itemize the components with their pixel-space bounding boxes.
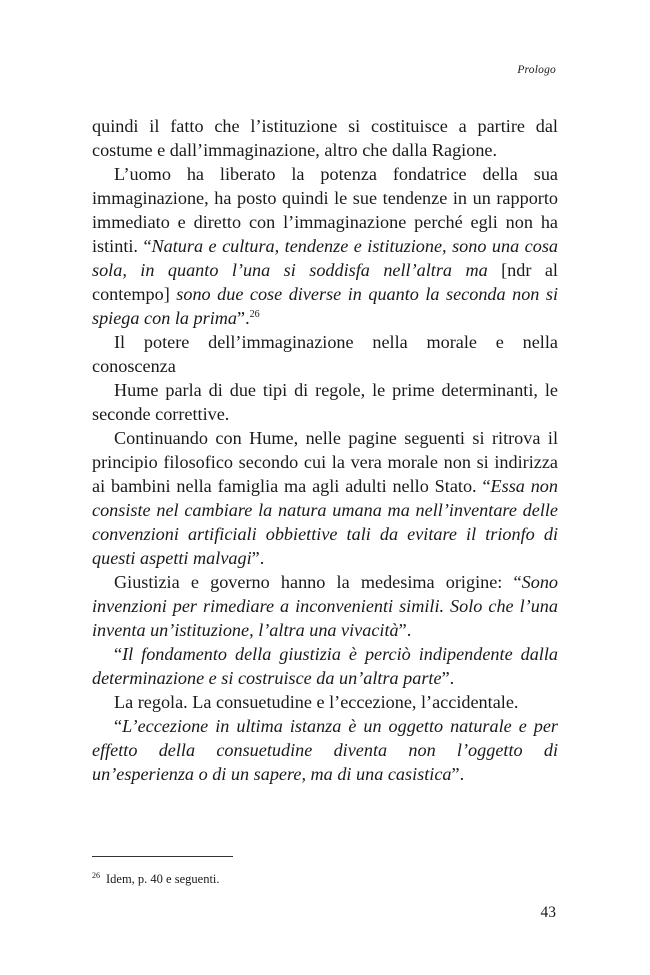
body-text [92, 114, 558, 786]
paragraph [92, 426, 558, 570]
text-run: “ [114, 644, 123, 664]
text-run: ”. [441, 668, 455, 688]
footnote-reference: 26 [249, 309, 260, 320]
text-run: ”. [251, 548, 265, 568]
page-number: 43 [540, 904, 556, 921]
paragraph [92, 378, 558, 426]
text-run: L’uomo ha liberato la potenza fondatrice della sua immaginazione, ha posto quindi le sue tendenze in un rapporto immediato e diretto con l’immaginazione perché egli non ha istinti. “ [92, 164, 558, 256]
italic-quote: Essa non consiste nel cambiare la natura umana ma nell’inventare delle convenzioni artificiali obbiettive tali da evitare il trionfo di questi aspetti malvagi [92, 476, 558, 568]
paragraph [92, 642, 558, 690]
italic-quote: Sono invenzioni per rimediare a inconvenienti simili. Solo che l’una inventa un’istituzione, l’altra una vivacità [92, 572, 558, 640]
footnote-text: Idem, p. 40 e seguenti. [106, 872, 220, 886]
italic-quote: Natura e cultura, tendenze e istituzione, sono una cosa sola, in quanto l’una si soddisfa nell’altra ma [92, 236, 558, 280]
text-run: ”. [451, 764, 465, 784]
footnote [92, 871, 220, 887]
paragraph [92, 570, 558, 642]
running-head: Prologo [517, 64, 556, 76]
text-run: ”. [237, 308, 250, 328]
text-run: “ [114, 716, 123, 736]
paragraph [92, 690, 558, 714]
italic-quote: L’eccezione in ultima istanza è un oggetto naturale e per effetto della consuetudine diventa non l’oggetto di un’esperienza o di un sapere, ma di una casistica [92, 716, 558, 784]
footnote-separator [92, 856, 233, 857]
text-run: La regola. La consuetudine e l’eccezione, l’accidentale. [114, 692, 519, 712]
text-run: Continuando con Hume, nelle pagine seguenti si ritrova il principio filosofico secondo cui la vera morale non si indirizza ai bambini nella famiglia ma agli adulti nello Stato. “ [92, 428, 558, 496]
text-run: Hume parla di due tipi di regole, le prime determinanti, le seconde correttive. [92, 380, 558, 424]
paragraph [92, 114, 558, 162]
paragraph [92, 162, 558, 330]
footnote-marker: 26 [92, 871, 100, 880]
italic-quote: Il fondamento della giustizia è perciò indipendente dalla determinazione e si costruisce da un’altra parte [92, 644, 558, 688]
text-run: [ndr al contempo] [92, 260, 558, 304]
italic-quote: sono due cose diverse in quanto la seconda non si spiega con la prima [92, 284, 559, 328]
text-run: ”. [398, 620, 412, 640]
text-run: Giustizia e governo hanno la medesima origine: “ [114, 572, 522, 592]
text-run: Il potere dell’immaginazione nella morale e nella conoscenza [92, 332, 558, 376]
text-run: quindi il fatto che l’istituzione si costituisce a partire dal costume e dall’immaginazione, altro che dalla Ragione. [92, 116, 558, 160]
paragraph [92, 714, 558, 786]
paragraph [92, 330, 558, 378]
